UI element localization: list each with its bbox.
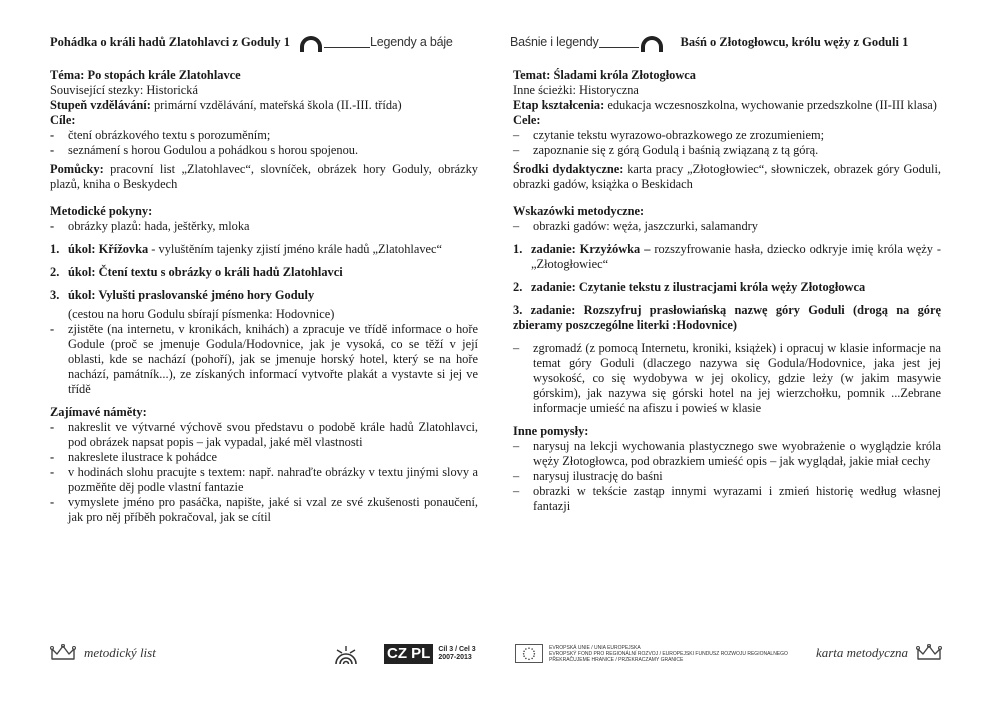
footer-left [50,644,156,662]
task-2: 2. úkol: Čtení textu s obrázky o králi hadů Zlatohlavci [50,265,478,280]
task-3-item: - zjistěte (na internetu, v kronikách, knihách) a zpracuje ve třídě informace o hoře Godule (proč se jmenuje Godula/Hodovnice, jak je vysoká, co se těží v její oblasti, kde se nachází (pohoří), jak se jmenuje horský hotel, který se na hoře nachází, památník...), ze získaných informací vytvořte plakát a vystavte si jej ve třídě [50,322,478,396]
header-left-series: Legendy a báje [369,35,453,49]
czpl-logo-mark: CZ PL [384,644,433,664]
method-item: - obrázky plazů: hada, ještěrky, mloka [50,219,250,233]
eu-logo [515,644,788,663]
eu-flag-icon [515,644,543,663]
task-1-label: zadanie: Krzyżówka – [531,242,651,256]
footer-left-label: metodický list [84,645,156,660]
goal-item: - čtení obrázkového textu s porozuměním; [50,128,271,142]
task-1-text: - vyluštěním tajenky zjistí jméno krále hadů „Zlatohlavec“ [148,242,443,256]
idea-item: - v hodinách slohu pracujte s textem: např. nahraďte obrázky v textu jinými slovy a pozměňte děj podle vlastní fantazie [50,465,478,494]
czpl-logo-text: Cíl 3 / Cel 3 2007-2013 [438,646,476,661]
arch-logo-icon [300,36,322,52]
task-3-sub: (cestou na horu Godulu sbírají písmenka: Hodovnice) [68,307,335,321]
education-level-value: primární vzdělávání, mateřská škola (II.-III. třída) [150,98,402,112]
task-1-label: úkol: Křížovka [68,242,149,256]
idea-item: - nakreslit ve výtvarné výchově svou představu o podobě krále hadů Zlatohlavci, pod obrázek napsat popis – jak vypadal, jaké měl vlastnosti [50,420,478,449]
header-left [50,32,490,52]
method-heading: Wskazówki metodyczne: [513,204,645,218]
task-3-label: 3. zadanie: Rozszyfruj prasłowiańską nazwę góry Goduli (drogą na górę zbieramy poszczególne literki :Hodovnice) [513,303,941,332]
aids-label: Środki dydaktyczne: [513,162,624,176]
aids [50,162,478,192]
task-3-label: úkol: Vylušti praslovanské jméno hory Goduly [68,288,315,302]
footer [0,640,992,670]
method-heading: Metodické pokyny: [50,204,153,218]
header-right [510,32,942,52]
task-3-item: – zgromadź (z pomocą Internetu, kroniki, książek) i opracuj w klasie informacje na temat góry Goduli (dlaczego nazywa się Godula/Hodovnice, jaka jest jej wysokość, co się wydobywa w jej okolicy, gdzie leży (w jakim masywie górskim), jak nazywa się górski hotel na jej wierzchołku, pomnik ...Zebrane informacje umieść na afiszu i powieś w klasie [513,341,941,415]
idea-item: – narysuj ilustrację do baśni [513,469,663,483]
education-level-label: Etap kształcenia: [513,98,605,112]
header-left-title: Pohádka o králi hadů Zlatohlavci z Goduly 1 [50,34,290,49]
aids-value: karta pracy „Złotogłowiec“, słowniczek, obrazek góry Goduli, obrazki gadów, książka o Beskidach [513,162,941,191]
topic-heading: Temat: Śladami króla Złotogłowca [513,68,696,82]
idea-item: – obrazki w tekście zastąp innymi wyrazami i zmień historię według własnej fantazji [513,484,941,513]
goal-item: - seznámení s horou Godulou a pohádkou s horou spojenou. [50,143,359,157]
header-right-title: Baśń o Złotogłowcu, królu węży z Goduli 1 [680,34,909,49]
goals-heading: Cele: [513,113,541,127]
aids-value: pracovní list „Zlatohlavec“, slovníček, obrázek hory Goduly, obrázky plazů, kniha o Beskydech [50,162,478,191]
footer-right [816,644,942,662]
crown-icon [916,644,942,662]
task-1-text: rozszyfrowanie hasła, dziecko odkryje imię króla węży - „Złotogłowiec“ [531,242,941,271]
eu-text: EVROPSKÁ UNIE / UNIA EUROPEJSKA EVROPSKÝ FOND PRO REGIONÁLNÍ ROZVOJ / EUROPEJSKI FUNDUSZ ROZWOJU REGIONALNEGO PŘEKRAČUJEME HRANICE / PRZEKRACZAMY GRANICE [549,644,788,663]
aids-label: Pomůcky: [50,162,104,176]
left-column [50,68,478,525]
header-left-rule [324,47,370,48]
swirl-logo-icon [333,644,359,666]
arch-logo-icon [641,36,663,52]
ideas-heading: Inne pomysły: [513,424,589,438]
ideas-heading: Zajímavé náměty: [50,405,147,419]
related-paths: Inne ścieżki: Historyczna [513,83,639,97]
footer-right-label: karta metodyczna [815,645,908,660]
goals-heading: Cíle: [50,113,76,127]
topic-heading: Téma: Po stopách krále Zlatohlavce [50,68,241,82]
idea-item: – narysuj na lekcji wychowania plastycznego swe wyobrażenie o wyglądzie króla węży Złotogłowca, pod obrazkiem umieść opis – jak wyglądał, jakie miał cechy [513,439,941,468]
task-1: 1. úkol: Křížovka - vyluštěním tajenky zjistí jméno krále hadů „Zlatohlavec“ [50,242,443,256]
method-item: – obrazki gadów: węża, jaszczurki, salamandry [513,219,758,233]
goal-item: – zapoznanie się z górą Godulą i baśnią związaną z tą górą. [513,143,819,157]
task-2-label: úkol: Čtení textu s obrázky o králi hadů Zlatohlavci [68,265,343,279]
related-paths: Související stezky: Historická [50,83,198,97]
task-1: 1. zadanie: Krzyżówka – rozszyfrowanie hasła, dziecko odkryje imię króla węży - „Złotogłowiec“ [513,242,941,271]
header-right-rule [599,47,639,48]
goal-item: – czytanie tekstu wyrazowo-obrazkowego ze zrozumieniem; [513,128,825,142]
czpl-logo [384,644,476,664]
aids [513,162,941,192]
right-column [513,68,941,514]
idea-item: - vymyslete jméno pro pasáčka, napište, jaké si vzal ze své zkušenosti ponaučení, jak pro něj příběh pokračoval, jak se cítil [50,495,478,524]
task-2: 2. zadanie: Czytanie tekstu z ilustracjami króla węży Złotogłowca [513,280,941,295]
header-right-series: Baśnie i legendy [510,35,599,49]
crown-icon [50,644,76,662]
education-level-value: edukacja wczesnoszkolna, wychowanie przedszkolne (II-III klasa) [604,98,937,112]
idea-item: - nakreslete ilustrace k pohádce [50,450,217,464]
education-level [513,98,941,113]
education-level-label: Stupeň vzdělávání: [50,98,151,112]
task-2-label: zadanie: Czytanie tekstu z ilustracjami króla węży Złotogłowca [531,280,866,294]
education-level [50,98,478,113]
task-3: 3. úkol: Vylušti praslovanské jméno hory Goduly [50,288,478,303]
